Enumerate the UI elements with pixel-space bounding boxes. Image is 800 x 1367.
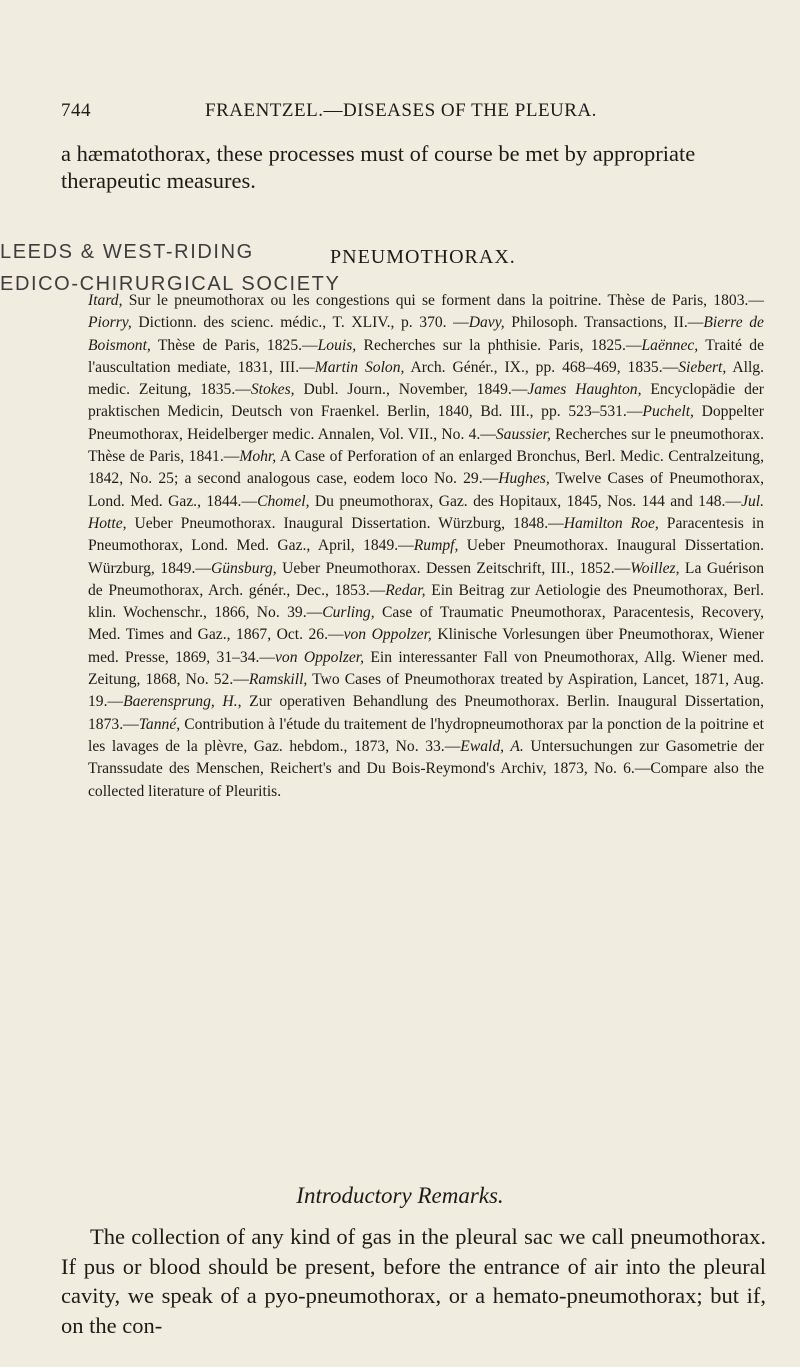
bibliography-entry: Recherches sur le pneumothorax. Thèse de Paris, 1841.— [88,425,764,466]
bibliography-author: Bierre de Boismont, [88,314,764,354]
bibliography-author: Baerensprung, H., [123,693,242,711]
bibliography-entry: Ueber Pneumothorax. Dessen Zeitschrift, III., 1852.— [276,559,631,577]
bibliography-entry: Ueber Pneumothorax. Inaugural Dissertation. Würzburg, 1848.— [126,514,564,532]
bibliography-author: Saussier, [495,425,551,443]
bibliography-author: James Haughton, [527,381,642,399]
bibliography-entry: Contribution à l'étude du traitement de l'hydropneumothorax par la ponction de la poitrine et les lavages de la plèvre, Gaz. hebdom., 1873, No. 33.— [88,715,764,755]
bibliography-entry: Paracentesis in Pneumothorax, Lond. Med. Gaz., April, 1849.— [88,514,764,555]
bibliography-entry: Ein interessanter Fall von Pneumothorax, Allg. Wiener med. Zeitung, 1868, No. 52.— [88,648,764,689]
section-title: PNEUMOTHORAX. [330,246,516,268]
bibliography-author: Hughes, [498,470,550,488]
bibliography-author: Günsburg, [210,559,277,577]
bibliography-author: Siebert, [678,358,727,376]
stamp-line-2: EDICO-CHIRURGICAL SOCIETY [0,273,341,295]
bibliography-entry: Doppelter Pneumothorax, Heidelberger medic. Annalen, Vol. VII., No. 4.— [88,403,764,443]
page-header [0,100,800,130]
bibliography-entry: Allg. medic. Zeitung, 1835.— [88,358,764,399]
bibliography-author: Ewald, A. [460,737,524,755]
bibliography-entry: Arch. Génér., IX., pp. 468–469, 1835.— [404,358,679,376]
bibliography-entry: Recherches sur la phthisie. Paris, 1825.— [356,336,642,354]
bibliography-entry: La Guérison de Pneumothorax, Arch. génér., Dec., 1853.— [88,559,764,599]
bibliography-author: von Oppolzer, [275,648,365,666]
bibliography-entry: Klinische Vorlesungen über Pneumothorax, Wiener med. Presse, 1869, 31–34.— [88,626,764,666]
bibliography-entry: Dubl. Journ., November, 1849.— [294,381,528,399]
bibliography-entry: Du pneumothorax, Gaz. des Hopitaux, 1845, Nos. 144 and 148.— [309,492,742,510]
bibliography-entry: Ueber Pneumothorax. Inaugural Dissertation. Würzburg, 1849.— [88,537,765,577]
subheading: Introductory Remarks. [296,1183,504,1208]
bibliography-author: Louis, [317,336,357,354]
bibliography-author: Redar, [385,581,426,599]
body-paragraph: The collection of any kind of gas in the pleural sac we call pneumothorax. If pus or blood should be present, before the entrance of air into the pleural cavity, we speak of a pyo-pneumothorax, or a hemato-pneumothorax; but if, on the con- [61,1224,766,1338]
bibliography-author: Mohr, [239,448,277,466]
stamp-line-1: LEEDS & WEST-RIDING [0,241,254,263]
bibliography-entry: Twelve Cases of Pneumothorax, Lond. Med. Gaz., 1844.— [88,470,764,510]
bibliography-entry: Sur le pneumothorax ou les congestions qui se forment dans la poitrine. Thèse de Paris, 1803.— [122,292,764,309]
bibliography-author: Stokes, [250,381,295,399]
running-title: FRAENTZEL.—DISEASES OF THE PLEURA. [205,100,597,121]
bibliography-author: Piorry, [88,314,132,332]
bibliography-author: Woillez, [630,559,680,577]
bibliography-author: Puchelt, [642,403,694,421]
bibliography-entry: Ein Beitrag zur Aetiologie des Pneumothorax, Berl. klin. Wochenschr., 1866, No. 39.— [88,581,764,622]
bibliography-entry: Two Cases of Pneumothorax treated by Aspiration, Lancet, 1871, Aug. 19.— [88,671,764,711]
bibliography-author: Davy, [468,314,505,332]
bibliography-entry: Dictionn. des scienc. médic., T. XLIV., p. 370. — [131,314,469,332]
bibliography-entry: Untersuchungen zur Gasometrie der Transsudate des Menschen, Reichert's and Du Bois-Reymond's Archiv, 1873, No. 6.—Compare also the collected literature of Pleuritis. [88,737,764,800]
bibliography-author: Ramskill, [248,671,308,689]
bibliography-entry: A Case of Perforation of an enlarged Bronchus, Berl. Medic. Centralzeitung, 1842, No. 25; a second analogous case, eodem loco No. 29.— [88,448,764,488]
page-number: 744 [61,100,91,121]
bibliography-author: Hamilton Roe, [563,514,659,532]
bibliography-entry: Traité de l'auscultation mediate, 1831, III.— [88,336,764,376]
bibliography-entry: Zur operativen Behandlung des Pneumothorax. Berlin. Inaugural Dissertation, 1873.— [88,693,764,733]
bibliography-entry: Philosoph. Transactions, II.— [504,314,704,332]
bibliography-author: Rumpf, [413,537,459,555]
bibliography-author: von Oppolzer, [343,626,432,644]
bibliography-author: Itard, [88,292,123,309]
bibliography-author: Chomel, [257,492,310,510]
bibliography-entry: Case of Traumatic Pneumothorax, Paracentesis, Recovery, Med. Times and Gaz., 1867, Oct. 26.— [88,604,764,644]
bibliography-author: Jul. Hotte, [88,492,765,532]
bibliography-author: Laënnec, [641,336,699,354]
bibliography-author: Martin Solon, [314,358,405,376]
bibliography [88,290,764,803]
bibliography-entry: Encyclopädie der praktischen Medicin, Deutsch von Fraenkel. Berlin, 1840, Bd. III., pp. 523–531.— [88,381,764,421]
bibliography-entry: Thèse de Paris, 1825.— [150,336,318,354]
lead-paragraph: a hæmatothorax, these processes must of course be met by appropriate therapeutic measures. [61,141,696,193]
bibliography-author: Tanné, [138,715,181,733]
bibliography-author: Curling, [322,604,375,622]
